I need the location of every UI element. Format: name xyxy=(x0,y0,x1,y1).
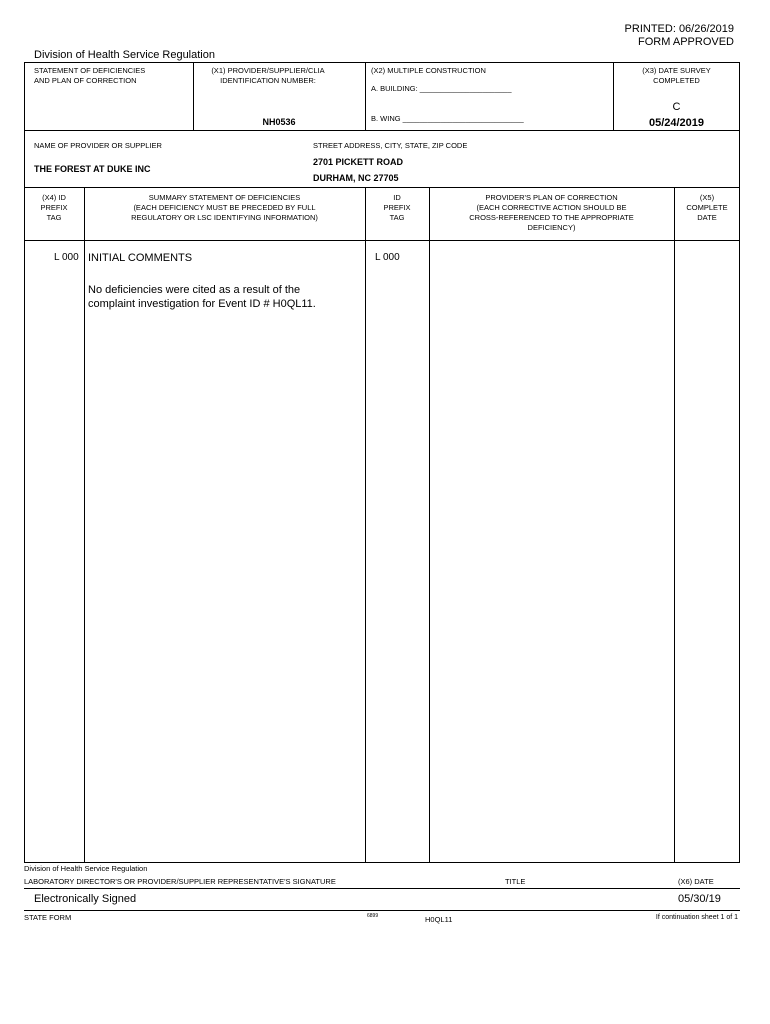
print-info xyxy=(625,23,734,49)
building-label: A. BUILDING: ______________________ xyxy=(371,84,512,93)
street-address: 2701 PICKETT ROAD xyxy=(313,157,404,167)
survey-date: 05/24/2019 xyxy=(648,117,705,129)
survey-code: C xyxy=(672,101,681,113)
entry-tag: L 000 xyxy=(54,252,79,263)
signature-label: LABORATORY DIRECTOR'S OR PROVIDER/SUPPLIER REPRESENTATIVE'S SIGNATURE xyxy=(24,877,336,886)
continuation-sheet: If continuation sheet 1 of 1 xyxy=(655,914,738,921)
state-form: STATE FORM xyxy=(24,913,72,922)
x4-header: (X4) ID PREFIX TAG xyxy=(40,193,68,222)
footer-agency: Division of Health Service Regulation xyxy=(24,864,148,873)
x6-date-label: (X6) DATE xyxy=(678,877,714,886)
x3-label: (X3) DATE SURVEY COMPLETED xyxy=(642,66,711,85)
agency-title: Division of Health Service Regulation xyxy=(34,49,215,61)
summary-header: SUMMARY STATEMENT OF DEFICIENCIES (EACH DEFICIENCY MUST BE PRECEDED BY FULL REGULATORY OR LSC IDENTIFYING INFORMATION) xyxy=(131,193,318,222)
entry-prefix-tag: L 000 xyxy=(375,252,400,263)
signature-date: 05/30/19 xyxy=(678,893,721,905)
printed-date: PRINTED: 06/26/2019 xyxy=(624,23,734,35)
title-label: TITLE xyxy=(505,877,526,886)
city-state-zip: DURHAM, NC 27705 xyxy=(313,173,399,183)
provider-id: NH0536 xyxy=(262,117,296,127)
wing-label: B. WING _____________________________ xyxy=(371,114,524,123)
address-label: STREET ADDRESS, CITY, STATE, ZIP CODE xyxy=(313,141,468,150)
x1-label: (X1) PROVIDER/SUPPLIER/CLIA IDENTIFICATION NUMBER: xyxy=(211,66,325,85)
id-prefix-header: ID PREFIX TAG xyxy=(383,193,411,222)
event-id: H0QL11 xyxy=(425,915,453,924)
provider-name: THE FOREST AT DUKE INC xyxy=(34,164,151,174)
entry-heading: INITIAL COMMENTS xyxy=(88,252,193,264)
plan-header: PROVIDER'S PLAN OF CORRECTION (EACH CORRECTIVE ACTION SHOULD BE CROSS-REFERENCED TO THE APPROPRIATE DEFICIENCY) xyxy=(469,193,634,232)
statement-label: STATEMENT OF DEFICIENCIES AND PLAN OF CORRECTION xyxy=(34,66,146,85)
x5-header: (X5) COMPLETE DATE xyxy=(686,193,728,222)
entry-body: No deficiencies were cited as a result of the complaint investigation for Event ID # H0QL11. xyxy=(88,284,316,310)
form-approved: FORM APPROVED xyxy=(638,36,734,48)
signature-value: Electronically Signed xyxy=(34,893,137,905)
form-code: 6899 xyxy=(367,913,379,919)
x2-label: (X2) MULTIPLE CONSTRUCTION xyxy=(371,66,486,75)
name-label: NAME OF PROVIDER OR SUPPLIER xyxy=(34,141,162,150)
